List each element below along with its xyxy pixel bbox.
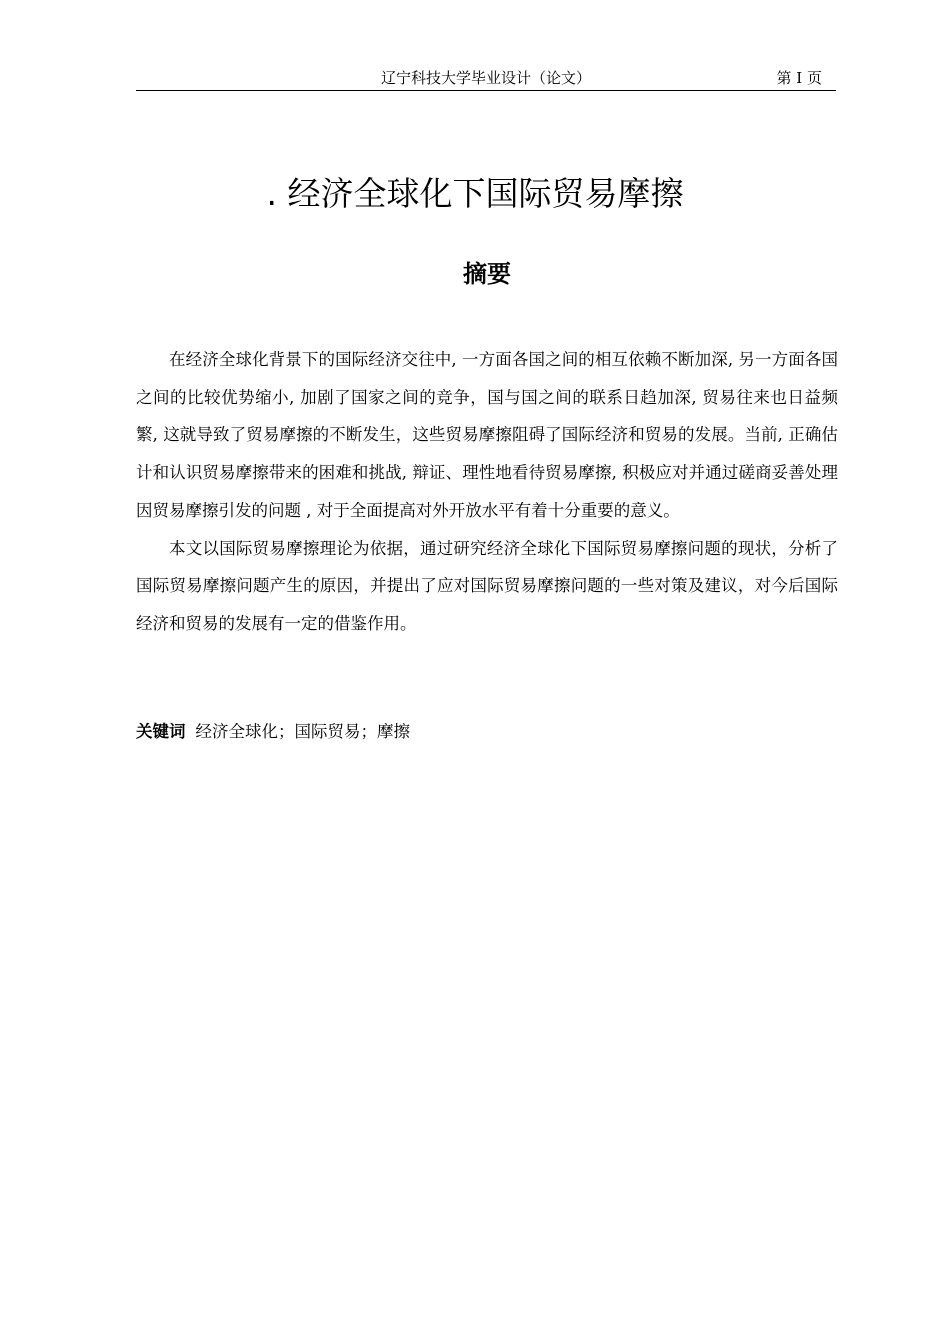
header-title: 辽宁科技大学毕业设计（论文） [380, 69, 591, 87]
document-title: . 经济全球化下国际贸易摩擦 [266, 174, 684, 213]
abstract-paragraph-1: 在经济全球化背景下的国际经济交往中, 一方面各国之间的相互依赖不断加深, 另一方面各国之间的比较优势缩小, 加剧了国家之间的竞争，国与国之间的联系日趋加深, 贸易往来也日益频繁, 这就导致了贸易摩擦的不断发生，这些贸易摩擦阻碍了国际经济和贸易的发展。当前, 正确估计和认识贸易摩擦带来的困难和挑战, 辩证、理性地看待贸易摩擦, 积极应对并通过磋商妥善处理因贸易摩擦引发的问题 , 对于全面提高对外开放水平有着十分重要的意义。 [136, 350, 838, 520]
keywords-label: 关键词 [136, 722, 186, 741]
keywords-value: 经济全球化；国际贸易；摩擦 [195, 722, 410, 741]
page-header [136, 66, 836, 91]
page-number: 第 I 页 [776, 69, 822, 87]
abstract-heading: 摘要 [463, 260, 511, 288]
abstract-paragraph-2: 本文以国际贸易摩擦理论为依据，通过研究经济全球化下国际贸易摩擦问题的现状，分析了国际贸易摩擦问题产生的原因，并提出了应对国际贸易摩擦问题的一些对策及建议，对今后国际经济和贸易的发展有一定的借鉴作用。 [136, 538, 838, 633]
abstract-body [136, 341, 838, 643]
keywords-line [136, 713, 838, 750]
